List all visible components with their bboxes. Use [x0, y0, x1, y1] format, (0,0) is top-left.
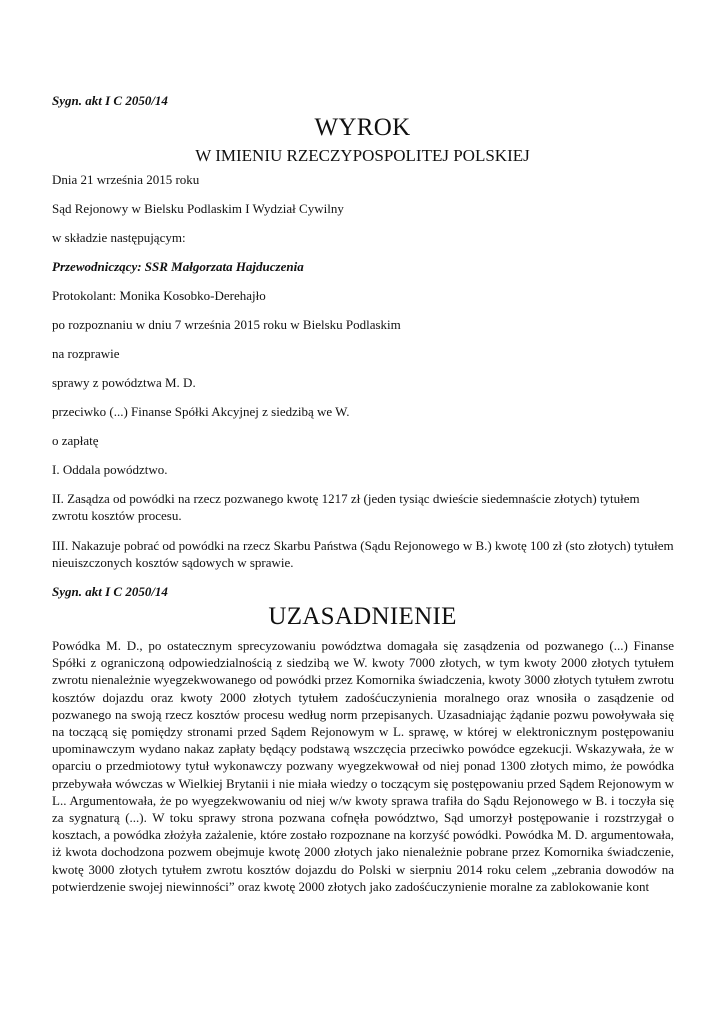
justification-paragraph: Powódka M. D., po ostatecznym sprecyzowaniu powództwa domagała się zasądzenia od pozwanego (...) Finanse Spółki z ograniczoną odpowiedzialnością z siedzibą we W. kwoty 7000 złotych, w tym kwoty 2000 złotych tytułem zwrotu nienależnie wyegzekwowanego od powódki przez Komornika świadczenia, kwoty 3000 złotych tytułem zwrotu kosztów dojazdu oraz kwoty 2000 złotych tytułem zadośćuczynienia moralnego oraz wnosiła o zasądzenie od pozwanego na swoją rzecz kosztów procesu według norm przepisanych. Uzasadniając żądanie pozwu powoływała się na toczącą się pomiędzy stronami przed Sądem Rejonowym w L. sprawę, w której w elektronicznym postępowaniu upominawczym wydano nakaz zapłaty będący podstawą wszczęcia przeciwko powódce egzekucji. Wskazywała, że w oparciu o przedmiotowy tytuł wykonawczy pozwany wyegzekwował od niej ponad 1300 złotych mimo, że powódka przebywała wówczas w Wielkiej Brytanii i nie miała wiedzy o toczącym się postępowaniu przed Sądem Rejonowym w L.. Argumentowała, że po wyegzekwowaniu od niej w/w kwoty sprawa trafiła do Sądu Rejonowego w B. i toczyła się za sygnaturą (...). W toku sprawy strona pozwana cofnęła powództwo, Sąd umorzył postępowanie i rozstrzygał o kosztach, a powódka złożyła zażalenie, które zostało rozpoznane na korzyść powódki. Powódka M. D. argumentowała, iż kwota dochodzona pozwem obejmuje kwotę 2000 złotych jako nienależnie pobrane przez Komornika świadczenie, kwotę 3000 złotych tytułem zwrotu kosztów dojazdu do Polski w sierpniu 2014 roku celem „zebrania dowodów na potwierdzenie swojej niewinności” oraz kwotę 2000 złotych jako zadośćuczynienie moralne za zablokowanie kont [52, 638, 674, 894]
ruling-point-1: I. Oddala powództwo. [52, 462, 168, 477]
ruling-point-3: III. Nakazuje pobrać od powódki na rzecz Skarbu Państwa (Sądu Rejonowego w B.) kwotę 100 zł (sto złotych) tytułem nieuiszczonych kosztów sądowych w sprawie. [52, 538, 674, 570]
hearing-info: po rozpoznaniu w dniu 7 września 2015 roku w Bielsku Podlaskim [52, 317, 401, 332]
defendant-info: przeciwko (...) Finanse Spółki Akcyjnej z siedzibą we W. [52, 404, 350, 419]
judgment-subtitle: W IMIENIU RZECZYPOSPOLITEJ POLSKIEJ [195, 146, 530, 165]
justification-heading: UZASADNIENIE [268, 603, 457, 630]
plaintiff-info: sprawy z powództwa M. D. [52, 375, 196, 390]
composition-label: w składzie następującym: [52, 230, 186, 245]
judgment-date: Dnia 21 września 2015 roku [52, 172, 200, 187]
court-name: Sąd Rejonowy w Bielsku Podlaskim I Wydział Cywilny [52, 201, 344, 216]
ruling-point-2: II. Zasądza od powódki na rzecz pozwanego kwotę 1217 zł (jeden tysiąc dwieście siedemnaście złotych) tytułem zwrotu kosztów procesu. [52, 491, 640, 523]
session-type: na rozprawie [52, 346, 120, 361]
case-reference-2: Sygn. akt I C 2050/14 [52, 584, 168, 599]
case-subject: o zapłatę [52, 433, 99, 448]
judgment-title: WYROK [314, 114, 411, 141]
case-reference: Sygn. akt I C 2050/14 [52, 93, 168, 108]
court-clerk: Protokolant: Monika Kosobko-Derehajło [52, 288, 266, 303]
presiding-judge: Przewodniczący: SSR Małgorzata Hajduczenia [52, 259, 304, 274]
